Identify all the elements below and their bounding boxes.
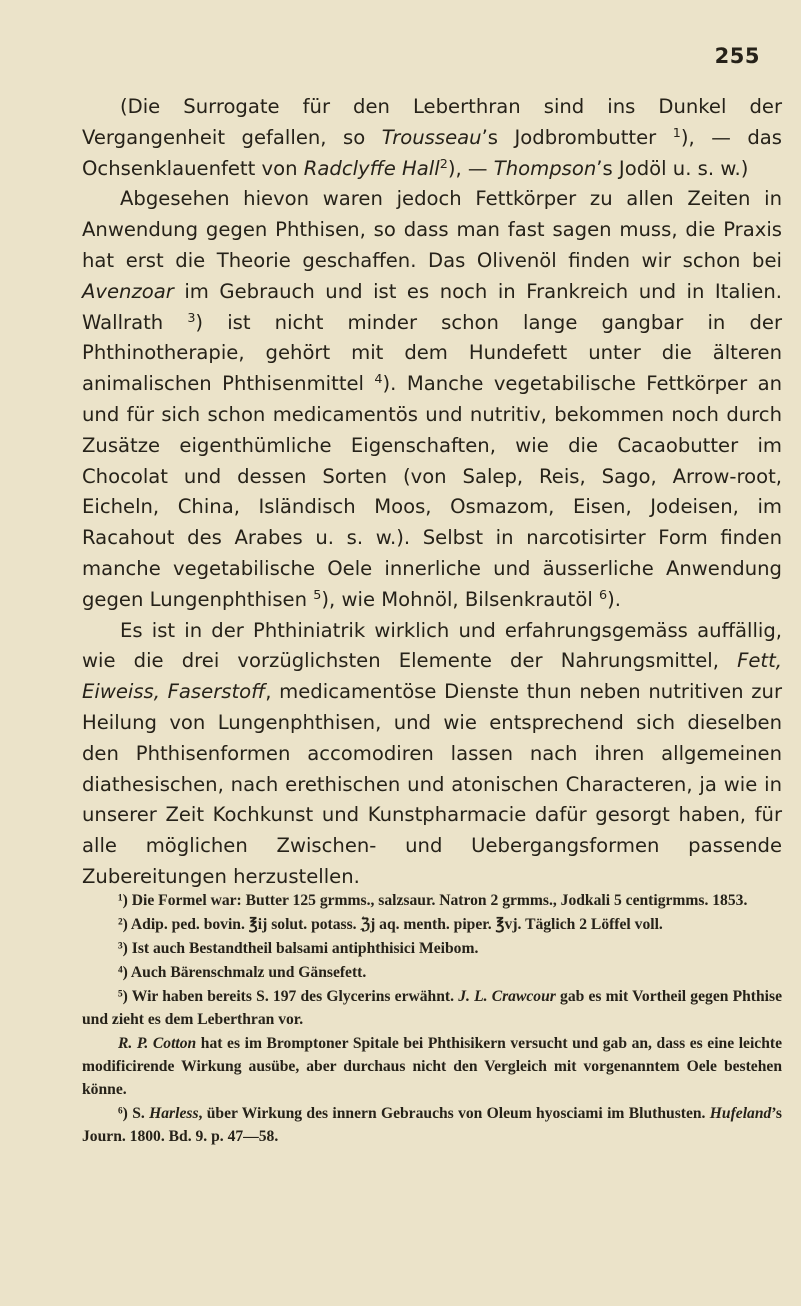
italic-name: Harless — [149, 1105, 199, 1122]
footnote-ref: 4 — [374, 372, 383, 388]
footnote-2: ²) Adip. ped. bovin. ℥ij solut. potass. ℨj aq. menth. piper. ℥vj. Täglich 2 Löffel voll. — [118, 916, 663, 933]
main-text — [82, 92, 782, 893]
italic-name: Radclyffe Hall — [303, 156, 440, 180]
italic-name: R. P. Cotton — [118, 1035, 197, 1052]
footnote-4: ⁴) Auch Bärenschmalz und Gänsefett. — [118, 964, 367, 981]
footnote-ref: 1 — [672, 125, 681, 141]
footnote-ref: 5 — [313, 587, 322, 603]
footnote-3: ³) Ist auch Bestandtheil balsami antiphthisici Meibom. — [118, 940, 479, 957]
footnote-ref: 3 — [187, 310, 196, 326]
italic-name: Fett, Eiweiss, Faserstoff — [82, 649, 782, 704]
italic-name: Hufeland — [709, 1105, 772, 1122]
paragraph-surrogates: (Die Surrogate für den Leberthran sind ins Dunkel der Vergangenheit gefallen, so Trousseau’s Jodbrombutter $^1$), — das Ochsenklauenfett von Radclyffe Hall$^2$), — Thompson’s Jodöl u. s. w.) — [82, 95, 782, 180]
italic-name: Thompson — [493, 156, 597, 180]
footnote-5-continued: R. P. Cotton hat es im Bromptoner Spitale bei Phthisikern versucht und gab an, dass es eine leichte modificirende Wirkung ausübe, aber durchaus nicht den Vergleich mit vorgenanntem Oele bestehen könne. — [82, 1035, 783, 1098]
page-number: 255 — [714, 44, 760, 68]
italic-name: Avenzoar — [82, 279, 174, 303]
footnote-ref: 6 — [599, 587, 608, 603]
italic-name: J. L. Crawcour — [458, 988, 556, 1005]
footnote-1: ¹) Die Formel war: Butter 125 grmms., salzsaur. Natron 2 grmms., Jodkali 5 centigrmms. 1853. — [118, 892, 748, 909]
footnote-ref: 2 — [439, 156, 448, 172]
footnotes — [82, 889, 782, 1149]
footnote-6: ⁶) S. Harless, über Wirkung des innern Gebrauchs von Oleum hyosciami im Bluthusten. Hufeland’s Journ. 1800. Bd. 9. p. 47—58. — [82, 1105, 782, 1145]
italic-name: Trousseau — [381, 125, 482, 149]
paragraph-phthiniatrik: Es ist in der Phthiniatrik wirklich und erfahrungsgemäss auffällig, wie die drei vorzüglichsten Elemente der Nahrungsmittel, Fett, Eiweiss, Faserstoff, medicamentöse Dienste thun neben nutritiven zur Heilung von Lungenphthisen, und wie entsprechend sich dieselben den Phthisenformen accomodiren lassen nach ihren allgemeinen diathesischen, nach erethischen und atonischen Characteren, ja wie in unserer Zeit Kochkunst und Kunstpharmacie dafür gesorgt haben, für alle möglichen Zwischen- und Uebergangsformen passende Zubereitungen herzustellen. — [82, 618, 783, 888]
footnote-5: ⁵) Wir haben bereits S. 197 des Glycerins erwähnt. J. L. Crawcour gab es mit Vortheil gegen Phthise und zieht es dem Leberthran vor. — [82, 988, 782, 1028]
paragraph-fettkoerper: Abgesehen hievon waren jedoch Fettkörper zu allen Zeiten in Anwendung gegen Phthisen, so dass man fast sagen muss, die Praxis hat erst die Theorie geschaffen. Das Olivenöl finden wir schon bei Avenzoar im Gebrauch und ist es noch in Frankreich und in Italien. Wallrath $^3$) ist nicht minder schon lange gangbar in der Phthinotherapie, gehört mit dem Hundefett unter die älteren animalischen Phthisenmittel $^4$). Manche vegetabilische Fettkörper an und für sich schon medicamentös und nutritiv, bekommen noch durch Zusätze eigenthümliche Eigenschaften, wie die Cacaobutter im Chocolat und dessen Sorten (von Salep, Reis, Sago, Arrow-root, Eicheln, China, Isländisch Moos, Osmazom, Eisen, Jodeisen, im Racahout des Arabes u. s. w.). Selbst in narcotisirter Form finden manche vegetabilische Oele innerliche und äusserliche Anwendung gegen Lungenphthisen $^5$), wie Mohnöl, Bilsenkrautöl $^6$). — [82, 187, 783, 611]
